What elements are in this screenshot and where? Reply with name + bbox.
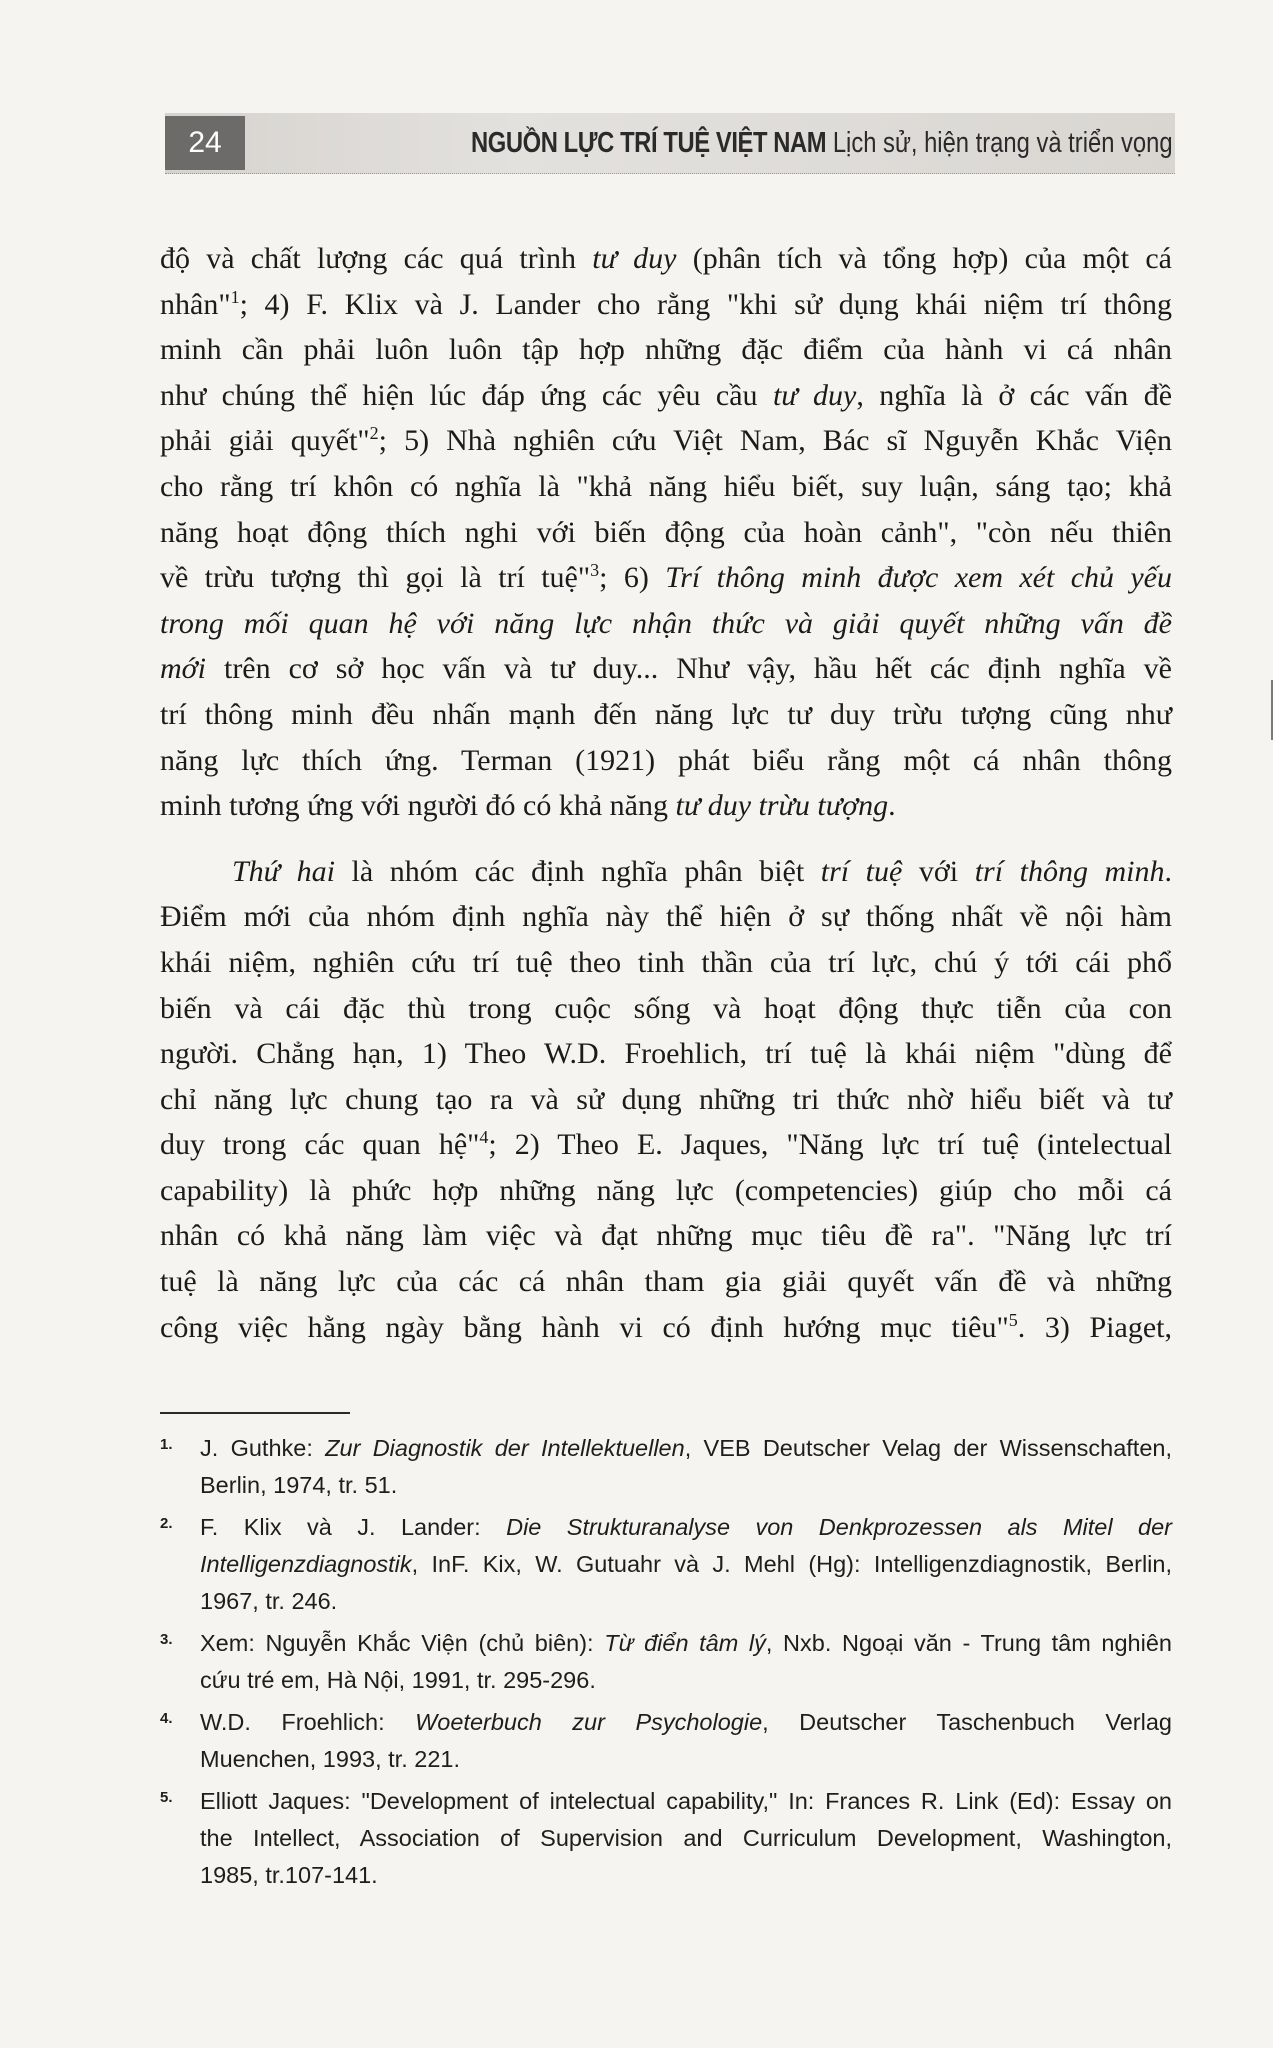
footnote-separator <box>160 1412 350 1414</box>
text-line: minh cần phải luôn luôn tập hợp những đặc điểm của hành vi cá nhân <box>160 333 1172 367</box>
footnote-number: 1. <box>160 1436 173 1453</box>
text-line: về trừu tượng thì gọi là trí tuệ"$^3$; 6) Trí thông minh được xem xét chủ yếu <box>160 560 1173 595</box>
footnote-ref: 5 <box>1008 1309 1018 1330</box>
paragraph-gap <box>160 829 1172 849</box>
text-line: như chúng thể hiện lúc đáp ứng các yêu cầu tư duy, nghĩa là ở các vấn đề <box>160 378 1173 412</box>
footnote-ref: 4 <box>479 1127 489 1148</box>
text-line: trí thông minh đều nhấn mạnh đến năng lực tư duy trừu tượng cũng như <box>160 697 1172 731</box>
text-line: nhân"$^1$; 4) F. Klix và J. Lander cho rằng "khi sử dụng khái niệm trí thông <box>160 286 1172 321</box>
footnote-number: 3. <box>160 1631 173 1648</box>
text-line: cho rằng trí khôn có nghĩa là "khả năng hiểu biết, suy luận, sáng tạo; khả <box>160 469 1172 503</box>
book-title: NGUỒN LỰC TRÍ TUỆ VIỆT NAM <box>471 127 827 159</box>
text-line: Điểm mới của nhóm định nghĩa này thể hiện ở sự thống nhất về nội hàm <box>160 900 1172 934</box>
footnote: 4. W.D. Froehlich: Woeterbuch zur Psychologie, Deutscher Taschenbuch Verlag Muenchen, 1993, tr. 221. <box>160 1704 1172 1778</box>
text-line: công việc hằng ngày bằng hành vi có định hướng mục tiêu"$^5$. 3) Piaget, <box>160 1309 1172 1344</box>
text-line: minh tương ứng với người đó có khả năng tư duy trừu tượng. <box>160 789 896 823</box>
footnote-number: 2. <box>160 1515 173 1532</box>
footnote: 3. Xem: Nguyễn Khắc Viện (chủ biên): Từ điển tâm lý, Nxb. Ngoại văn - Trung tâm nghiên cứu tré em, Hà Nội, 1991, tr. 295-296. <box>160 1625 1172 1699</box>
footnote-number: 5. <box>160 1789 173 1806</box>
page-number: 24 <box>165 116 245 170</box>
footnote-ref: 1 <box>230 286 240 307</box>
text-line: nhân có khả năng làm việc và đạt những mục tiêu đề ra". "Năng lực trí <box>160 1219 1172 1253</box>
running-title <box>471 118 1173 168</box>
text-line: phải giải quyết"$^2$; 5) Nhà nghiên cứu Việt Nam, Bác sĩ Nguyễn Khắc Viện <box>160 423 1172 458</box>
footnote-ref: 2 <box>369 423 379 444</box>
footnote-ref: 3 <box>590 560 600 581</box>
footnote-number: 4. <box>160 1710 173 1727</box>
text-line: độ và chất lượng các quá trình tư duy (phân tích và tổng hợp) của một cá <box>160 242 1173 275</box>
body-text <box>160 236 1172 1350</box>
book-subtitle: Lịch sử, hiện trạng và triển vọng <box>833 127 1173 159</box>
text-line: người. Chẳng hạn, 1) Theo W.D. Froehlich, trí tuệ là khái niệm "dùng để <box>160 1037 1172 1071</box>
text-line: duy trong các quan hệ"$^4$; 2) Theo E. Jaques, "Năng lực trí tuệ (intelectual <box>160 1127 1172 1162</box>
text-line: Thứ hai là nhóm các định nghĩa phân biệt trí tuệ với trí thông minh. <box>232 854 1173 888</box>
text-line: khái niệm, nghiên cứu trí tuệ theo tinh thần của trí lực, chú ý tới cái phổ <box>160 945 1172 979</box>
text-line: biến và cái đặc thù trong cuộc sống và hoạt động thực tiễn của con <box>160 991 1172 1025</box>
text-line: mới trên cơ sở học vấn và tư duy... Như vậy, hầu hết các định nghĩa về <box>160 652 1172 686</box>
text-line: tuệ là năng lực của các cá nhân tham gia giải quyết vấn đề và những <box>160 1265 1172 1299</box>
text-line: chỉ năng lực chung tạo ra và sử dụng những tri thức nhờ hiểu biết và tư <box>160 1082 1172 1116</box>
text-line: năng lực thích ứng. Terman (1921) phát biểu rằng một cá nhân thông <box>160 743 1172 777</box>
footnote: 1. J. Guthke: Zur Diagnostik der Intellektuellen, VEB Deutscher Velag der Wissenschaften, Berlin, 1974, tr. 51. <box>160 1430 1172 1504</box>
footnotes <box>160 1430 1172 1899</box>
footnote: 2. F. Klix và J. Lander: Die Strukturanalyse von Denkprozessen als Mitel der Intelligenzdiagnostik, InF. Kix, W. Gutuahr và J. Mehl (Hg): Intelligenzdiagnostik, Berlin, 1967, tr. 246. <box>160 1509 1172 1620</box>
footnote: 5. Elliott Jaques: "Development of intelectual capability," In: Frances R. Link (Ed): Essay on the Intellect, Association of Supervision and Curriculum Development, Washington, 1985, tr.107-141. <box>160 1783 1172 1894</box>
text-line: trong mối quan hệ với năng lực nhận thức và giải quyết những vấn đề <box>160 606 1172 640</box>
text-line: năng hoạt động thích nghi với biến động của hoàn cảnh", "còn nếu thiên <box>160 515 1172 549</box>
text-line: capability) là phức hợp những năng lực (competencies) giúp cho mỗi cá <box>160 1173 1172 1207</box>
